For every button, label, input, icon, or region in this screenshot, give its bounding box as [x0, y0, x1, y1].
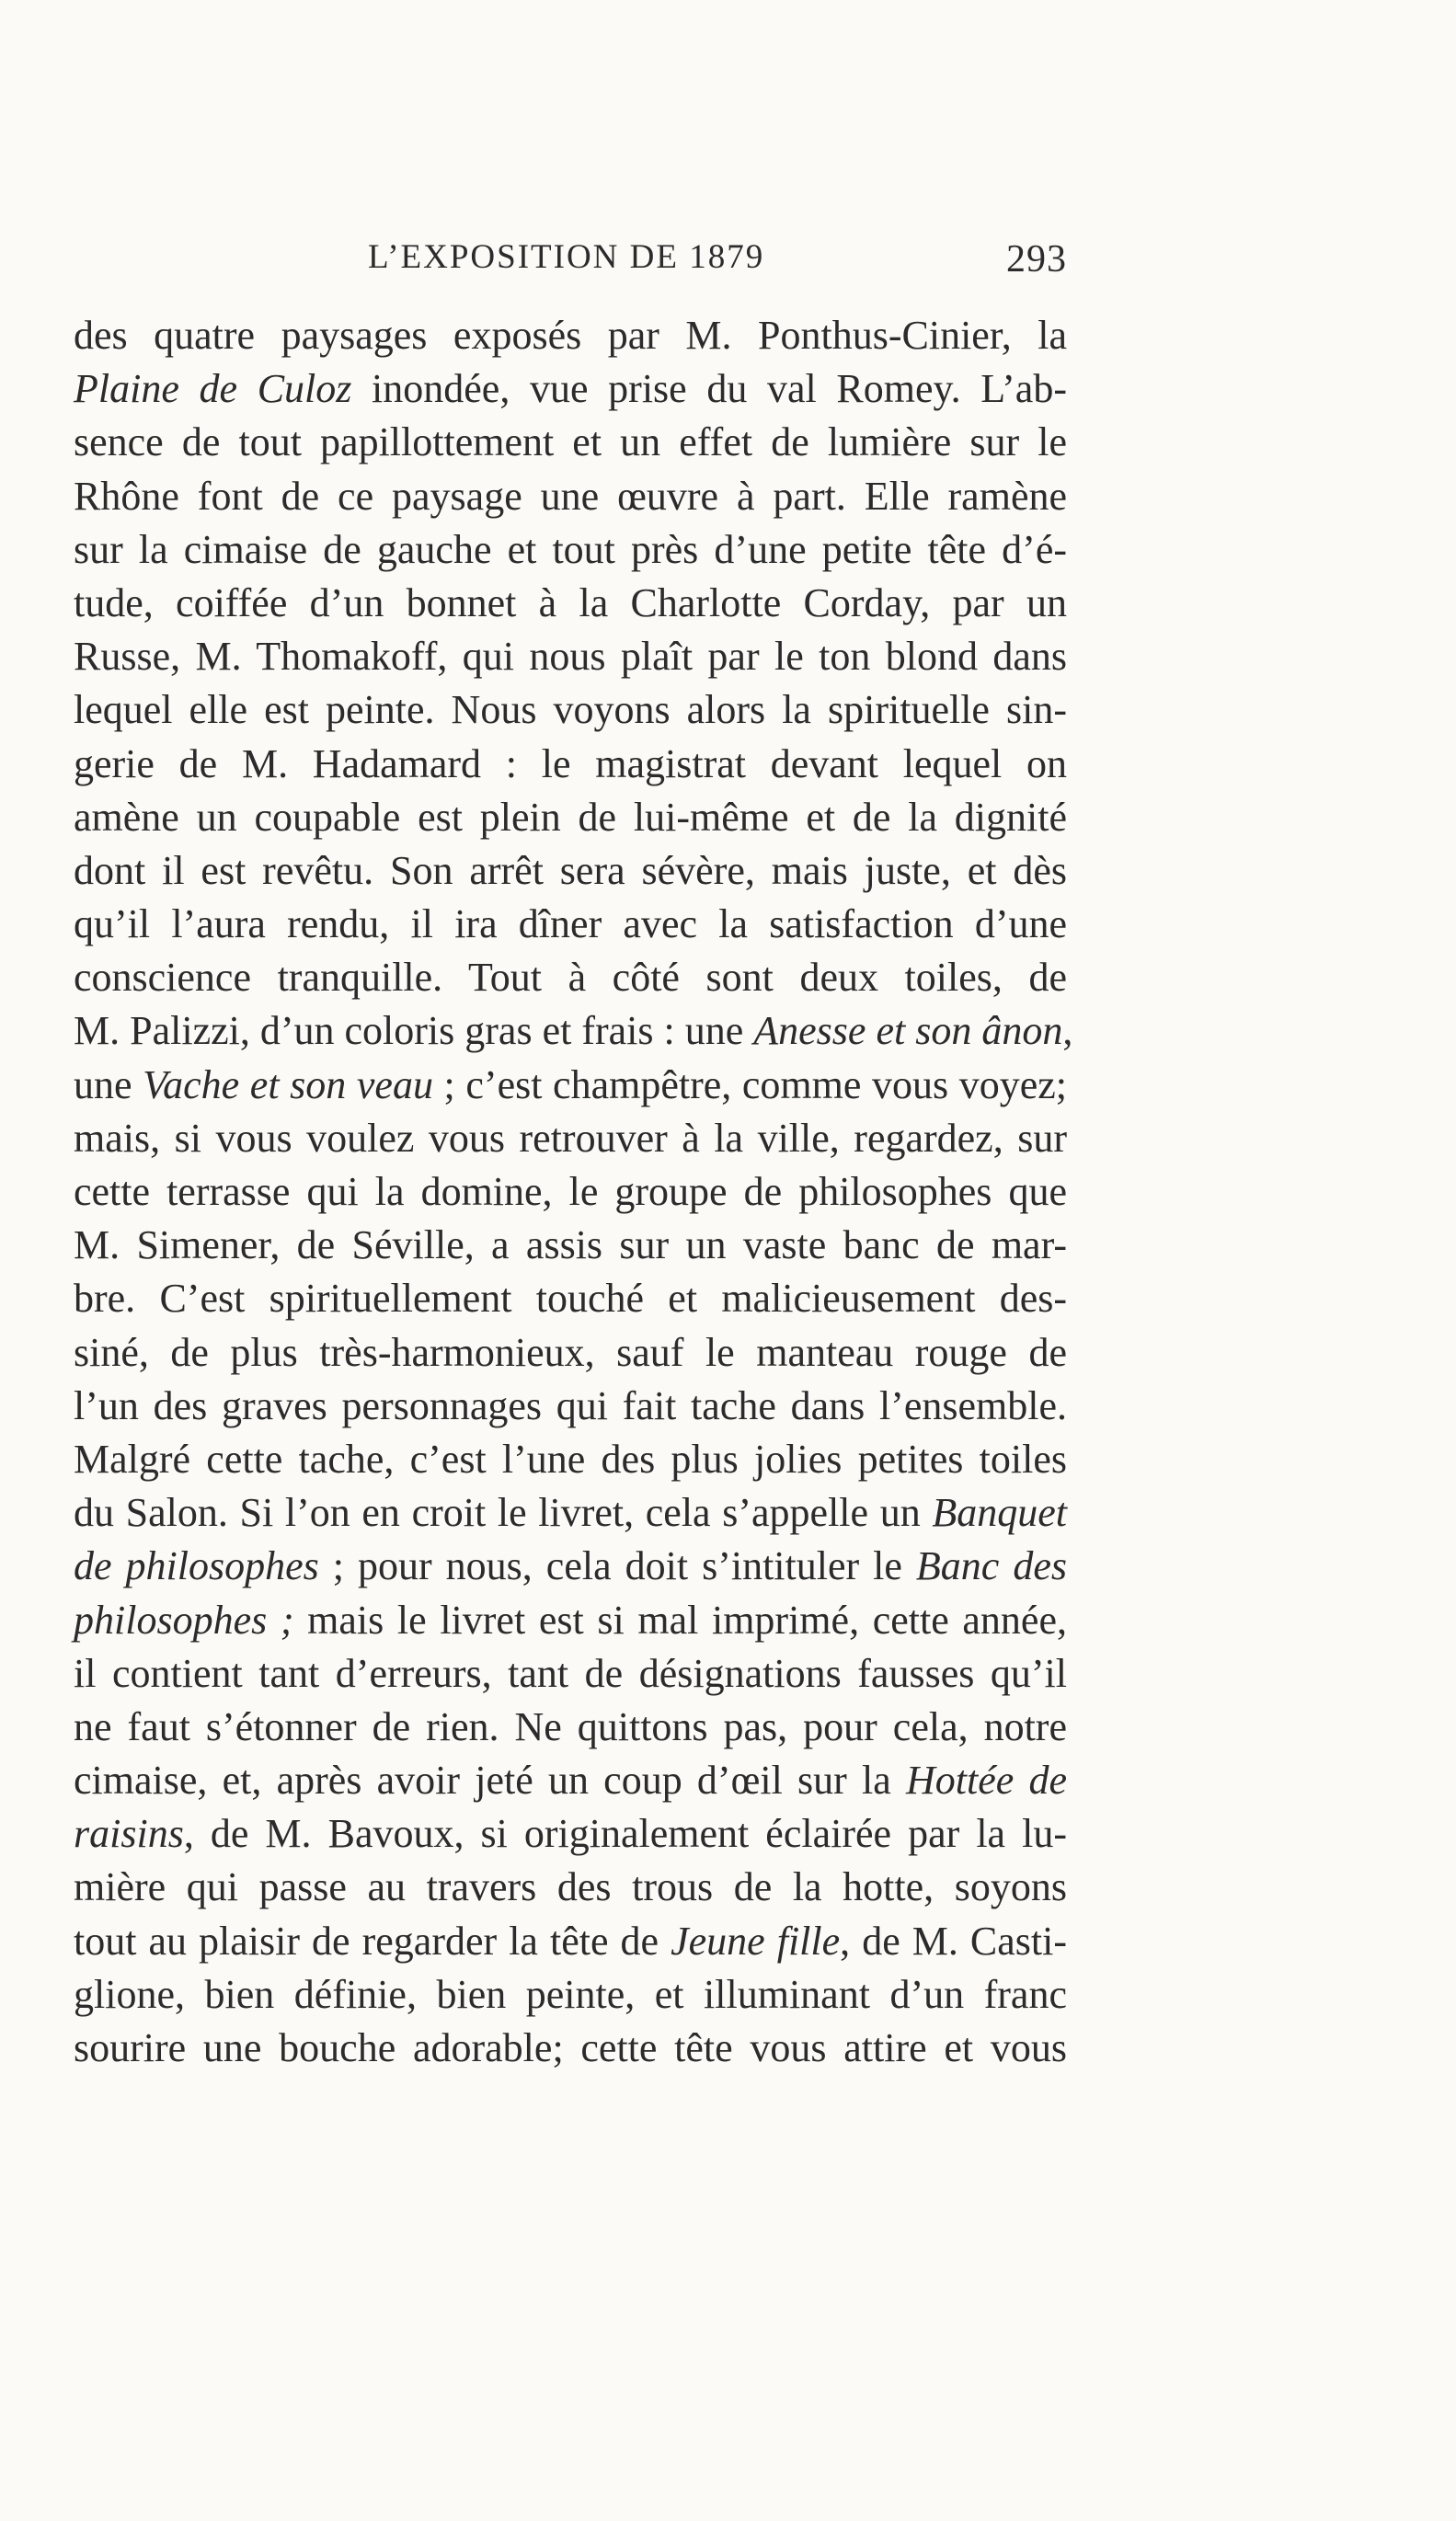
text-line: [74, 1165, 1067, 1219]
text-line: [74, 951, 1067, 1004]
text-segment: ; pour nous, cela doit s’intituler le: [318, 1543, 916, 1589]
text-line: [74, 1915, 1067, 1968]
text-segment: glione, bien définie, bien peinte, et illuminant d’un franc: [74, 1971, 1067, 2017]
text-line: [74, 1647, 1067, 1701]
text-line: [74, 1594, 1067, 1647]
text-segment: une: [74, 1061, 143, 1107]
italic-title: raisins: [74, 1811, 184, 1857]
text-segment: conscience tranquille. Tout à côté sont deux toiles, de: [74, 955, 1067, 1001]
text-line: [74, 844, 1067, 898]
text-segment: lequel elle est peinte. Nous voyons alors la spirituelle sin-: [74, 687, 1067, 733]
text-segment: dont il est revêtu. Son arrêt sera sévère, mais juste, et dès: [74, 847, 1067, 893]
text-line: [74, 1701, 1067, 1754]
text-line: [74, 1112, 1067, 1165]
text-line: [74, 1219, 1067, 1272]
text-segment: sourire une bouche adorable; cette tête vous attire et vous: [74, 2025, 1067, 2070]
text-segment: ,: [1062, 1008, 1073, 1054]
text-line: [74, 1004, 1073, 1058]
text-segment: mais le livret est si mal imprimé, cette année,: [293, 1597, 1067, 1643]
text-line: [74, 1380, 1067, 1433]
text-line: [74, 416, 1067, 469]
italic-title: Anesse et son ânon: [753, 1008, 1063, 1054]
running-head: [74, 237, 1067, 302]
text-segment: cimaise, et, après avoir jeté un coup d’œil sur la: [74, 1758, 906, 1804]
text-segment: M. Palizzi, d’un coloris gras et frais : une: [74, 1008, 754, 1054]
text-line: [74, 1540, 1067, 1593]
text-segment: du Salon. Si l’on en croit le livret, cela s’appelle un: [74, 1490, 933, 1536]
text-segment: , de M. Bavoux, si originalement éclairée par la lu-: [183, 1811, 1067, 1857]
text-segment: l’un des graves personnages qui fait tache dans l’ensemble.: [74, 1382, 1067, 1428]
text-line: [74, 1807, 1067, 1861]
text-segment: ; c’est champêtre, comme vous voyez;: [432, 1061, 1067, 1107]
italic-title: Jeune fille: [671, 1918, 841, 1964]
text-segment: Rhône font de ce paysage une œuvre à part. Elle ramène: [74, 473, 1067, 519]
text-line: [74, 577, 1067, 630]
text-line: [74, 738, 1067, 791]
text-line: [74, 2022, 1067, 2075]
text-line: [74, 683, 1067, 737]
text-segment: inondée, vue prise du val Romey. L’ab-: [351, 366, 1067, 412]
text-segment: M. Simener, de Séville, a assis sur un vaste banc de mar-: [74, 1222, 1067, 1268]
text-line: [74, 362, 1067, 416]
italic-title: Banc des: [915, 1543, 1067, 1589]
text-line: [74, 630, 1067, 683]
text-line: [74, 1861, 1067, 1914]
text-segment: siné, de plus très-harmonieux, sauf le manteau rouge de: [74, 1329, 1067, 1375]
italic-title: philosophes ;: [74, 1597, 294, 1643]
text-segment: des quatre paysages exposés par M. Ponthus-Cinier, la: [74, 313, 1067, 358]
text-line: [74, 1968, 1067, 2022]
text-segment: il contient tant d’erreurs, tant de désignations fausses qu’il: [74, 1650, 1067, 1696]
text-segment: amène un coupable est plein de lui-même et de la dignité: [74, 794, 1067, 840]
italic-title: Hottée de: [905, 1758, 1067, 1804]
text-segment: , de M. Casti-: [840, 1918, 1068, 1964]
text-segment: tout au plaisir de regarder la tête de: [74, 1918, 671, 1964]
text-segment: Russe, M. Thomakoff, qui nous plaît par le ton blond dans: [74, 634, 1067, 680]
text-line: [74, 1433, 1067, 1486]
text-segment: cette terrasse qui la domine, le groupe de philosophes que: [74, 1169, 1067, 1214]
text-line: [74, 791, 1067, 844]
italic-title: Vache et son veau: [143, 1061, 433, 1107]
text-line: [74, 309, 1067, 362]
text-segment: Malgré cette tache, c’est l’une des plus jolies petites toiles: [74, 1436, 1067, 1482]
page-number: 293: [1006, 238, 1067, 281]
text-segment: mais, si vous voulez vous retrouver à la ville, regardez, sur: [74, 1115, 1067, 1161]
text-segment: qu’il l’aura rendu, il ira dîner avec la satisfaction d’une: [74, 901, 1067, 947]
text-line: [74, 470, 1067, 523]
italic-title: de philosophes: [74, 1543, 319, 1589]
body-text: [74, 309, 1073, 2075]
text-segment: tude, coiffée d’un bonnet à la Charlotte Corday, par un: [74, 579, 1067, 625]
italic-title: Plaine de Culoz: [74, 366, 352, 412]
text-segment: sence de tout papillottement et un effet de lumière sur le: [74, 419, 1067, 465]
text-segment: gerie de M. Hadamard : le magistrat devant lequel on: [74, 740, 1067, 786]
text-line: [74, 1272, 1067, 1325]
text-segment: mière qui passe au travers des trous de la hotte, soyons: [74, 1864, 1067, 1910]
text-line: [74, 1059, 1067, 1112]
text-line: [74, 898, 1067, 951]
text-line: [74, 523, 1067, 577]
text-line: [74, 1754, 1067, 1807]
running-title: L’EXPOSITION DE 1879: [368, 238, 765, 276]
text-segment: bre. C’est spirituellement touché et malicieusement des-: [74, 1276, 1067, 1322]
text-line: [74, 1486, 1067, 1540]
text-line: [74, 1326, 1067, 1380]
text-segment: sur la cimaise de gauche et tout près d’une petite tête d’é-: [74, 526, 1067, 572]
italic-title: Banquet: [932, 1490, 1067, 1536]
text-segment: ne faut s’étonner de rien. Ne quittons pas, pour cela, notre: [74, 1703, 1067, 1749]
